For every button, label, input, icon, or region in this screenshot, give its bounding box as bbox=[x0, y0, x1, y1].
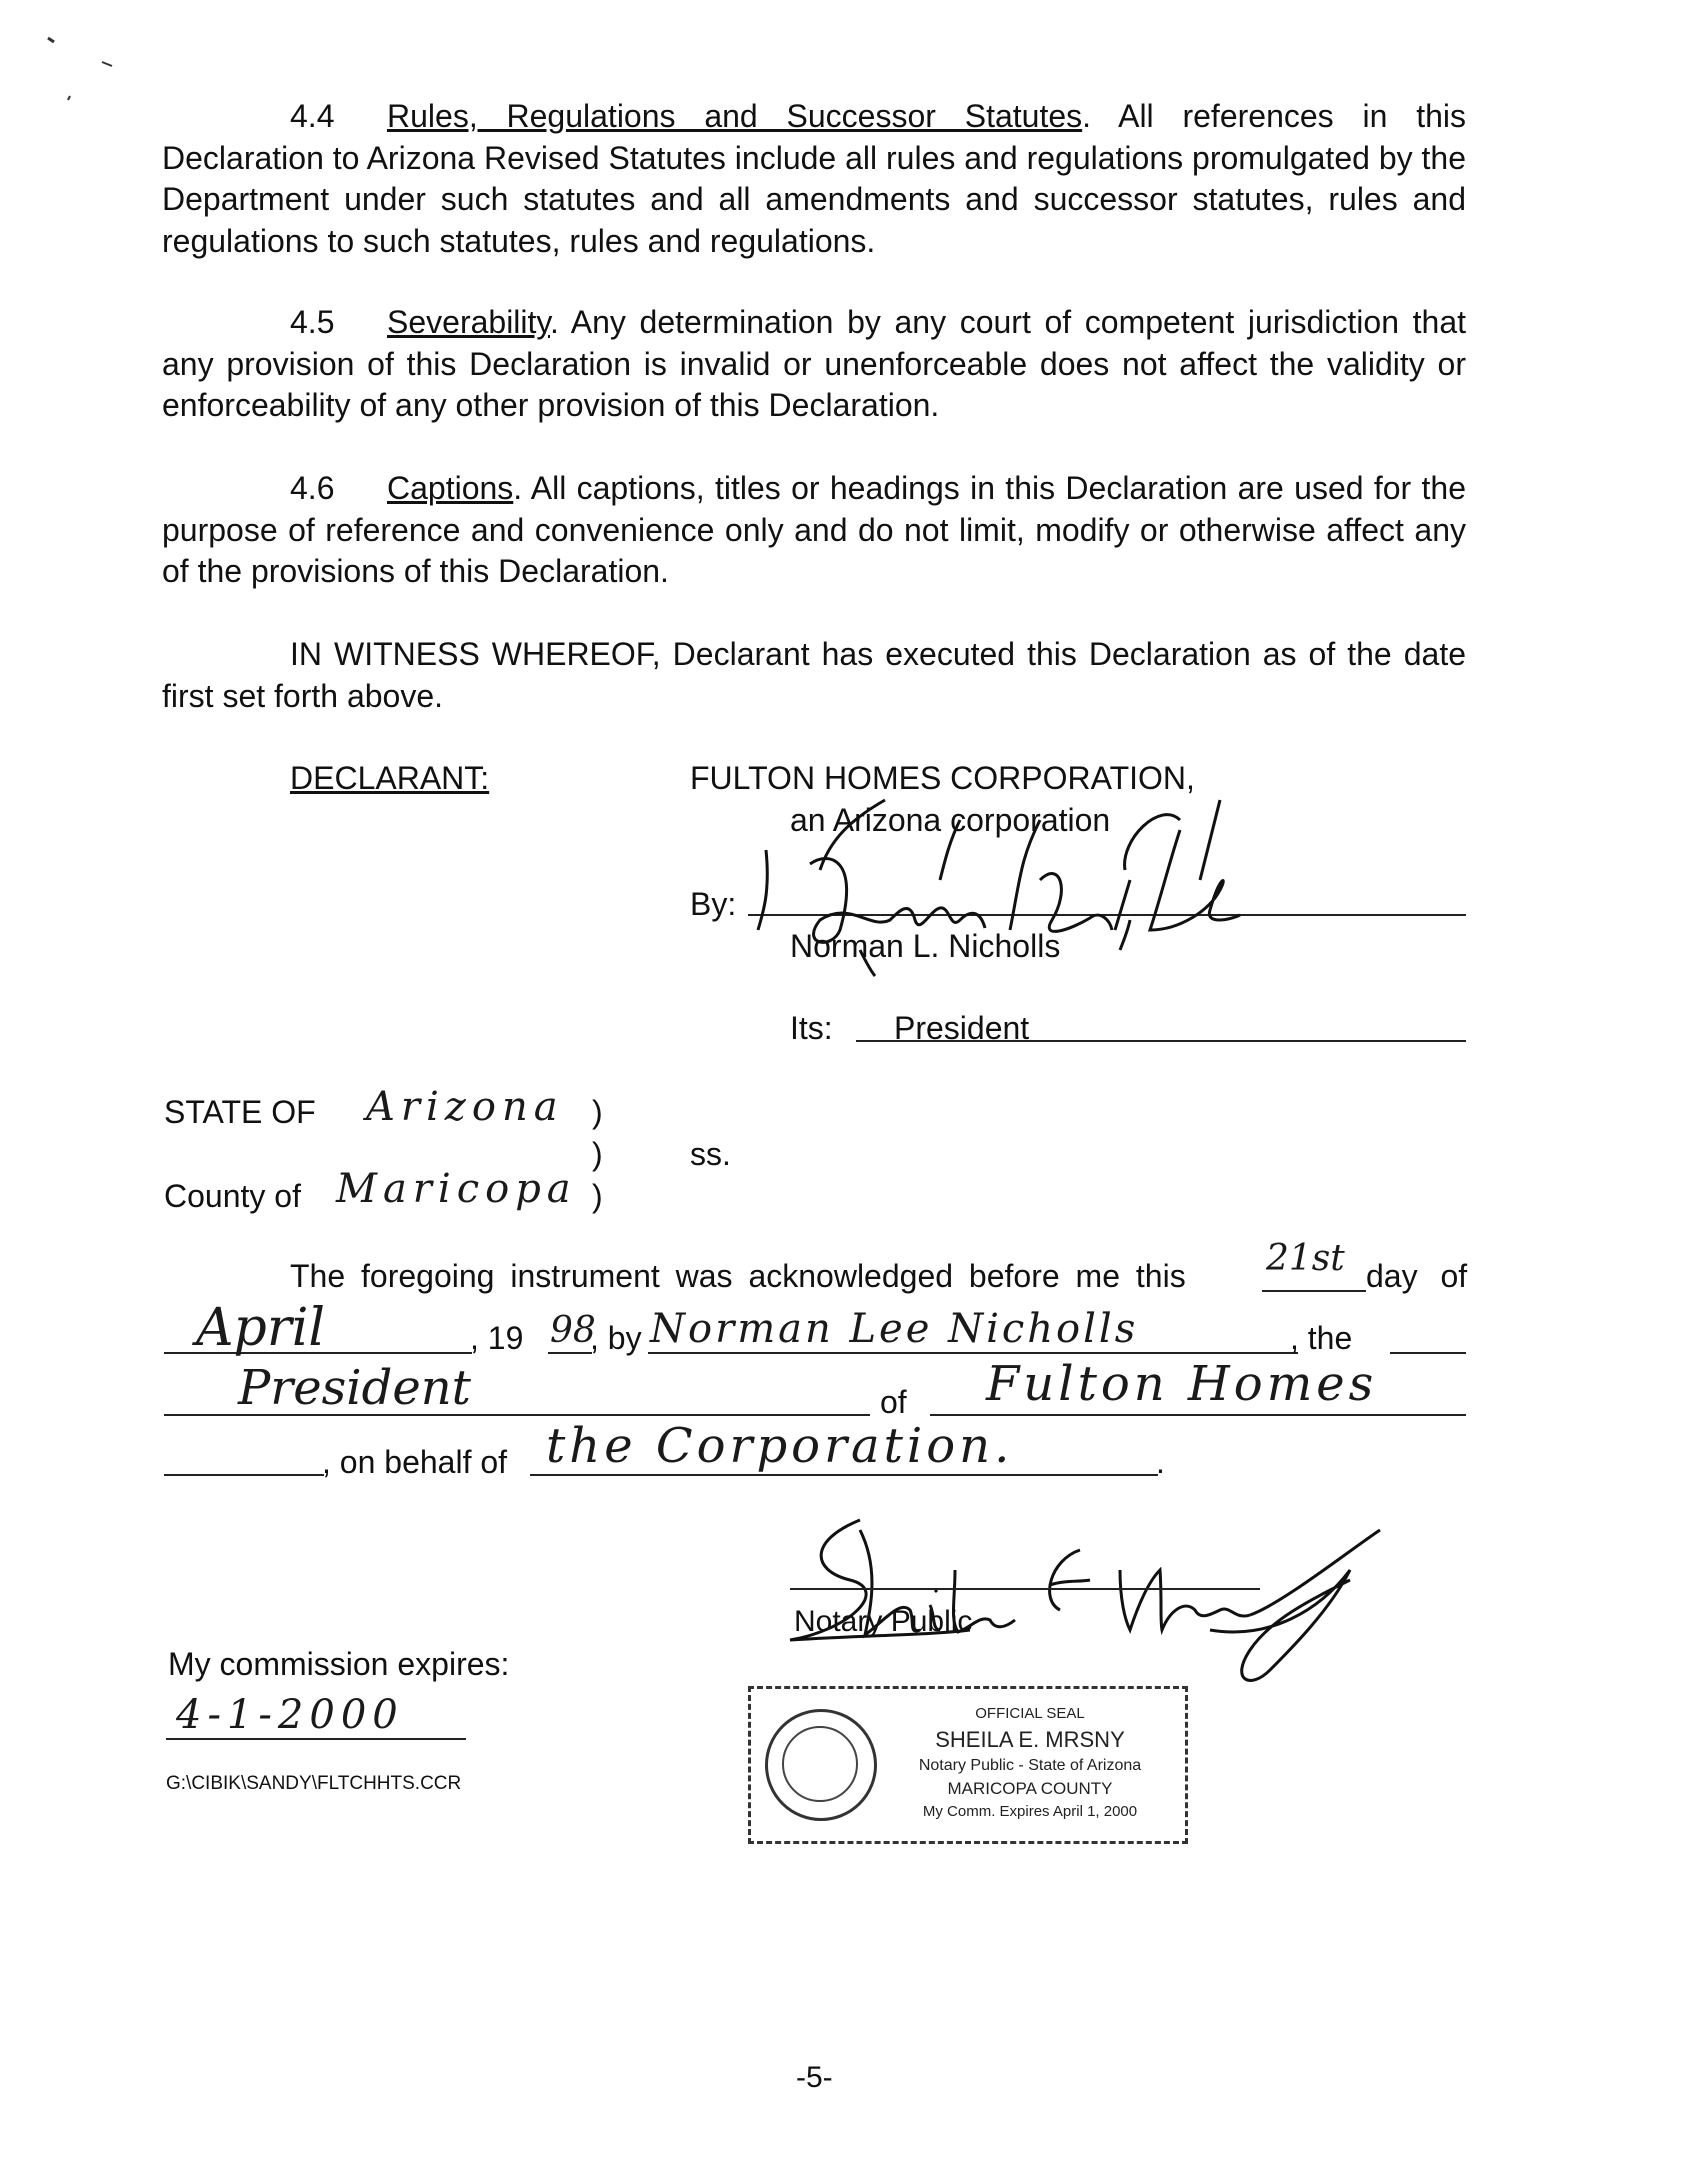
section-number: 4.4 bbox=[290, 98, 335, 134]
notary-line bbox=[790, 1588, 1260, 1590]
company-line bbox=[930, 1414, 1466, 1416]
stray-marks bbox=[40, 30, 130, 110]
seal-line5: My Comm. Expires April 1, 2000 bbox=[922, 1803, 1138, 1820]
month-value: April bbox=[196, 1298, 325, 1358]
paren-3: ) bbox=[592, 1178, 603, 1214]
witness-paragraph bbox=[162, 634, 1466, 717]
year-value: 98 bbox=[550, 1310, 596, 1351]
notary-signature bbox=[790, 1510, 1410, 1680]
day-line bbox=[1262, 1290, 1366, 1292]
its-line bbox=[856, 1040, 1466, 1042]
of-word: of bbox=[880, 1384, 907, 1420]
on-behalf-label: , on behalf of bbox=[322, 1444, 508, 1480]
state-value: Arizona bbox=[366, 1084, 564, 1130]
year-prefix: , 19 bbox=[470, 1320, 524, 1356]
company-value: Fulton Homes bbox=[986, 1356, 1378, 1412]
person-value: Norman Lee Nicholls bbox=[650, 1306, 1139, 1352]
signer-name: Norman L. Nicholls bbox=[790, 928, 1061, 964]
state-seal-icon bbox=[765, 1709, 877, 1821]
its-value: President bbox=[894, 1010, 1030, 1046]
official-seal bbox=[748, 1686, 1188, 1844]
county-value: Maricopa bbox=[336, 1166, 577, 1212]
seal-line3: Notary Public - State of Arizona bbox=[918, 1757, 1142, 1774]
company-description: an Arizona corporation bbox=[790, 802, 1111, 838]
ss-label: ss. bbox=[690, 1136, 731, 1172]
section-4-6 bbox=[162, 468, 1466, 593]
page-number: -5- bbox=[796, 2061, 833, 2094]
section-text: . Any determination by any court of competent jurisdiction that any provision of this Declaration is invalid or unenforceable does not affect the validity or enforceability of any other provision of this Declaration. bbox=[162, 304, 1466, 423]
notary-label: Notary Public bbox=[794, 1605, 973, 1638]
paren-2: ) bbox=[592, 1136, 603, 1172]
day-value: 21st bbox=[1266, 1238, 1345, 1279]
section-text: . All references in this Declaration to Arizona Revised Statutes include all rules and regulations promulgated by the Department under such statutes and all amendments and successor statutes, rules and regulations to such statutes, rules and regulations. bbox=[162, 98, 1466, 259]
county-label: County of bbox=[164, 1178, 301, 1214]
its-label: Its: bbox=[790, 1010, 833, 1046]
period: . bbox=[1156, 1444, 1165, 1480]
declarant-label: DECLARANT: bbox=[290, 760, 490, 796]
section-title: Severability bbox=[387, 304, 551, 340]
declarant-signature bbox=[740, 780, 1280, 980]
paren-1: ) bbox=[592, 1094, 603, 1130]
witness-text: IN WITNESS WHEREOF, Declarant has executed this Declaration as of the date first set forth above. bbox=[162, 636, 1466, 714]
commission-label: My commission expires: bbox=[168, 1646, 510, 1682]
section-4-4 bbox=[162, 96, 1466, 262]
day-of-label: day of bbox=[1366, 1258, 1468, 1294]
state-label: STATE OF bbox=[164, 1094, 316, 1130]
commission-value: 4-1-2000 bbox=[176, 1692, 404, 1738]
the-line bbox=[1390, 1352, 1466, 1354]
person-line bbox=[648, 1352, 1298, 1354]
section-text: . All captions, titles or headings in this Declaration are used for the purpose of reference and convenience only and do not limit, modify or otherwise affect any of the provisions of this Declaration. bbox=[162, 470, 1466, 589]
commission-line bbox=[166, 1738, 466, 1740]
behalf-line bbox=[530, 1474, 1158, 1476]
file-path: G:\CIBIK\SANDY\FLTCHHTS.CCR bbox=[166, 1773, 462, 1794]
blank-line bbox=[164, 1474, 324, 1476]
seal-line1: OFFICIAL SEAL bbox=[975, 1705, 1085, 1722]
company-name: FULTON HOMES CORPORATION, bbox=[690, 760, 1195, 796]
behalf-value: the Corporation. bbox=[546, 1418, 1014, 1474]
section-number: 4.6 bbox=[290, 470, 335, 506]
seal-line4: MARICOPA COUNTY bbox=[947, 1779, 1113, 1798]
title-value: President bbox=[238, 1360, 471, 1416]
section-4-5 bbox=[162, 302, 1466, 427]
seal-line2: SHEILA E. MRSNY bbox=[935, 1727, 1125, 1752]
section-number: 4.5 bbox=[290, 304, 335, 340]
section-title: Captions bbox=[387, 470, 514, 506]
seal-emblem bbox=[782, 1726, 858, 1802]
section-title: Rules, Regulations and Successor Statutes bbox=[387, 98, 1083, 134]
by-word: , by bbox=[590, 1320, 642, 1356]
ack-line1: The foregoing instrument was acknowledged before me this bbox=[290, 1258, 1186, 1294]
year-line bbox=[548, 1352, 592, 1354]
the-word: , the bbox=[1290, 1320, 1353, 1356]
by-label: By: bbox=[690, 886, 737, 922]
